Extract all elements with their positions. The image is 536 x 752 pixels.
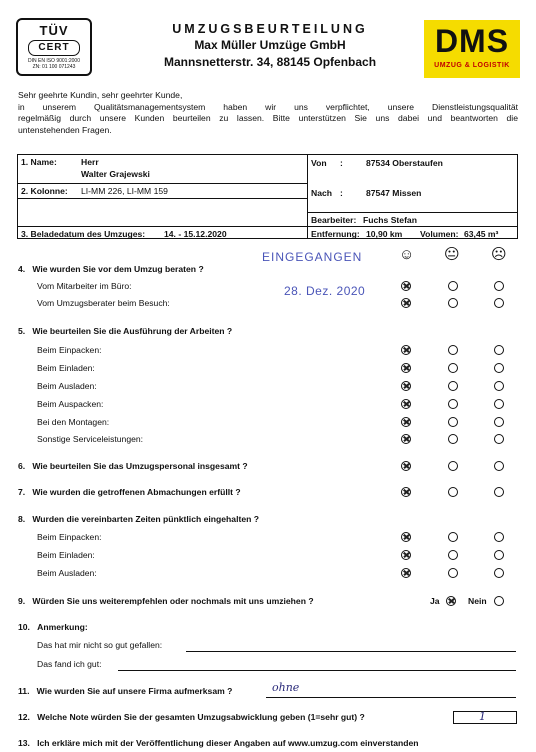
name-salutation: Herr <box>81 157 99 167</box>
q12-answer: 1 <box>479 710 486 723</box>
question-5: 5. Wie beurteilen Sie die Ausführung der Arbeiten ? <box>18 326 233 336</box>
q9-yes-label: Ja <box>430 596 440 606</box>
q8-1-good-radio[interactable] <box>401 532 411 542</box>
q6-neutral-radio[interactable] <box>448 461 458 471</box>
q5-6-neutral-radio[interactable] <box>448 434 458 444</box>
q4-2-neutral-radio[interactable] <box>448 298 458 308</box>
q4-1-good-radio[interactable] <box>401 281 411 291</box>
kolonne-value: LI-MM 226, LI-MM 159 <box>81 186 168 196</box>
q6-good-radio[interactable] <box>401 461 411 471</box>
q10-sub-1: Das hat mir nicht so gut gefallen: <box>37 640 163 650</box>
q7-good-radio[interactable] <box>401 487 411 497</box>
q4-sub-2: Vom Umzugsberater beim Besuch: <box>37 298 170 308</box>
q7-bad-radio[interactable] <box>494 487 504 497</box>
bearbeiter-value: Fuchs Stefan <box>363 215 417 225</box>
q5-6-good-radio[interactable] <box>401 434 411 444</box>
von-value: 87534 Oberstaufen <box>366 158 443 168</box>
q5-2-bad-radio[interactable] <box>494 363 504 373</box>
q8-sub-3: Beim Ausladen: <box>37 568 97 578</box>
q4-1-bad-radio[interactable] <box>494 281 504 291</box>
q5-2-neutral-radio[interactable] <box>448 363 458 373</box>
name-value: Walter Grajewski <box>81 169 150 179</box>
q5-sub-5: Bei den Montagen: <box>37 417 110 427</box>
q5-sub-2: Beim Einladen: <box>37 363 95 373</box>
q5-1-neutral-radio[interactable] <box>448 345 458 355</box>
q5-6-bad-radio[interactable] <box>494 434 504 444</box>
date-value: 14. - 15.12.2020 <box>164 229 227 239</box>
q8-1-bad-radio[interactable] <box>494 532 504 542</box>
neutral-face-icon: 😐 <box>444 246 460 263</box>
q8-1-neutral-radio[interactable] <box>448 532 458 542</box>
q11-answer: ohne <box>272 681 300 694</box>
q10-line-1[interactable] <box>186 651 516 652</box>
q9-yes-radio[interactable] <box>446 596 456 606</box>
company-address: Mannsnetterstr. 34, 88145 Opfenbach <box>163 55 377 69</box>
kolonne-label: 2. Kolonne: <box>21 186 68 196</box>
tuv-cert-logo <box>16 18 92 76</box>
question-6: 6. Wie beurteilen Sie das Umzugspersonal insgesamt ? <box>18 461 248 471</box>
question-7: 7. Wie wurden die getroffenen Abmachungen erfüllt ? <box>18 487 241 497</box>
q5-5-good-radio[interactable] <box>401 417 411 427</box>
customer-info-table: 1. Name: Herr Walter Grajewski 2. Kolonne: LI-MM 226, LI-MM 159 3. Beladedatum des Umzuges: 14. - 15.12.2020 Von : 87534 Oberstaufen Nach : 87547 Missen Bearbeiter: Fuchs Stefan Entfernung: 10,90 km Volumen: 63,45 m³ <box>17 154 518 239</box>
q5-3-bad-radio[interactable] <box>494 381 504 391</box>
form-title: UMZUGSBEURTEILUNG <box>172 22 368 36</box>
q8-3-bad-radio[interactable] <box>494 568 504 578</box>
q4-2-good-radio[interactable] <box>401 298 411 308</box>
q9-no-radio[interactable] <box>494 596 504 606</box>
nach-value: 87547 Missen <box>366 188 422 198</box>
entfernung-label: Entfernung: <box>311 229 360 239</box>
q10-sub-2: Das fand ich gut: <box>37 659 102 669</box>
q10-line-2[interactable] <box>118 670 516 671</box>
tuv-logo-small: DIN EN ISO 9001:2000 ZN: 01 100 071243 <box>28 58 80 70</box>
question-11: 11. Wie wurden Sie auf unsere Firma aufmerksam ? <box>18 686 233 696</box>
q8-sub-2: Beim Einladen: <box>37 550 95 560</box>
q8-3-good-radio[interactable] <box>401 568 411 578</box>
q5-1-bad-radio[interactable] <box>494 345 504 355</box>
q5-5-bad-radio[interactable] <box>494 417 504 427</box>
q4-1-neutral-radio[interactable] <box>448 281 458 291</box>
question-13: 13. Ich erkläre mich mit der Veröffentlichung dieser Angaben auf www.umzug.com einverstanden <box>18 738 419 748</box>
q5-sub-1: Beim Einpacken: <box>37 345 102 355</box>
volumen-label: Volumen: <box>420 229 459 239</box>
question-10: 10. Anmerkung: <box>18 622 88 632</box>
q5-3-good-radio[interactable] <box>401 381 411 391</box>
q5-4-neutral-radio[interactable] <box>448 399 458 409</box>
good-face-icon: ☺ <box>399 246 415 263</box>
q8-3-neutral-radio[interactable] <box>448 568 458 578</box>
q4-sub-1: Vom Mitarbeiter im Büro: <box>37 281 132 291</box>
q9-no-label: Nein <box>468 596 487 606</box>
q8-sub-1: Beim Einpacken: <box>37 532 102 542</box>
q5-4-bad-radio[interactable] <box>494 399 504 409</box>
question-8: 8. Wurden die vereinbarten Zeiten pünktlich eingehalten ? <box>18 514 259 524</box>
q5-5-neutral-radio[interactable] <box>448 417 458 427</box>
received-stamp-date: 28. Dez. 2020 <box>284 284 366 298</box>
received-stamp: EINGEGANGEN <box>262 250 363 264</box>
tuv-logo-top: TÜV <box>39 23 69 38</box>
question-12: 12. Welche Note würden Sie der gesamten Umzugsabwicklung geben (1=sehr gut) ? <box>18 712 365 722</box>
q6-bad-radio[interactable] <box>494 461 504 471</box>
bearbeiter-label: Bearbeiter: <box>311 215 357 225</box>
von-label: Von <box>311 158 327 168</box>
intro-text: Sehr geehrte Kundin, sehr geehrter Kunde, in unserem Qualitätsmanagementsystem haben wir uns verpflichtet, unsere Dienstleistungsqualität regelmäßig durch unsere Kunden beurteilen zu lassen. Bitte unterstützen Sie uns dabei und beantworten die untenstehenden Fragen. <box>18 90 518 135</box>
q4-2-bad-radio[interactable] <box>494 298 504 308</box>
dms-logo: DMS UMZUG & LOGISTIK <box>424 20 520 78</box>
entfernung-value: 10,90 km <box>366 229 403 239</box>
nach-label: Nach <box>311 188 333 198</box>
date-label: 3. Beladedatum des Umzuges: <box>21 229 146 239</box>
q8-2-good-radio[interactable] <box>401 550 411 560</box>
bad-face-icon: ☹ <box>491 246 507 263</box>
question-4: 4. Wie wurden Sie vor dem Umzug beraten ? <box>18 264 204 274</box>
q5-1-good-radio[interactable] <box>401 345 411 355</box>
q11-line[interactable] <box>266 697 516 698</box>
q8-2-bad-radio[interactable] <box>494 550 504 560</box>
q8-2-neutral-radio[interactable] <box>448 550 458 560</box>
q7-neutral-radio[interactable] <box>448 487 458 497</box>
q5-sub-3: Beim Ausladen: <box>37 381 97 391</box>
q5-3-neutral-radio[interactable] <box>448 381 458 391</box>
company-name: Max Müller Umzüge GmbH <box>194 38 346 52</box>
q5-sub-6: Sonstige Serviceleistungen: <box>37 434 144 444</box>
q5-2-good-radio[interactable] <box>401 363 411 373</box>
tuv-logo-cert: CERT <box>28 40 80 56</box>
question-9: 9. Würden Sie uns weiterempfehlen oder nochmals mit uns umziehen ? <box>18 596 314 606</box>
name-label: 1. Name: <box>21 157 57 167</box>
volumen-value: 63,45 m³ <box>464 229 499 239</box>
q5-sub-4: Beim Auspacken: <box>37 399 104 409</box>
q5-4-good-radio[interactable] <box>401 399 411 409</box>
